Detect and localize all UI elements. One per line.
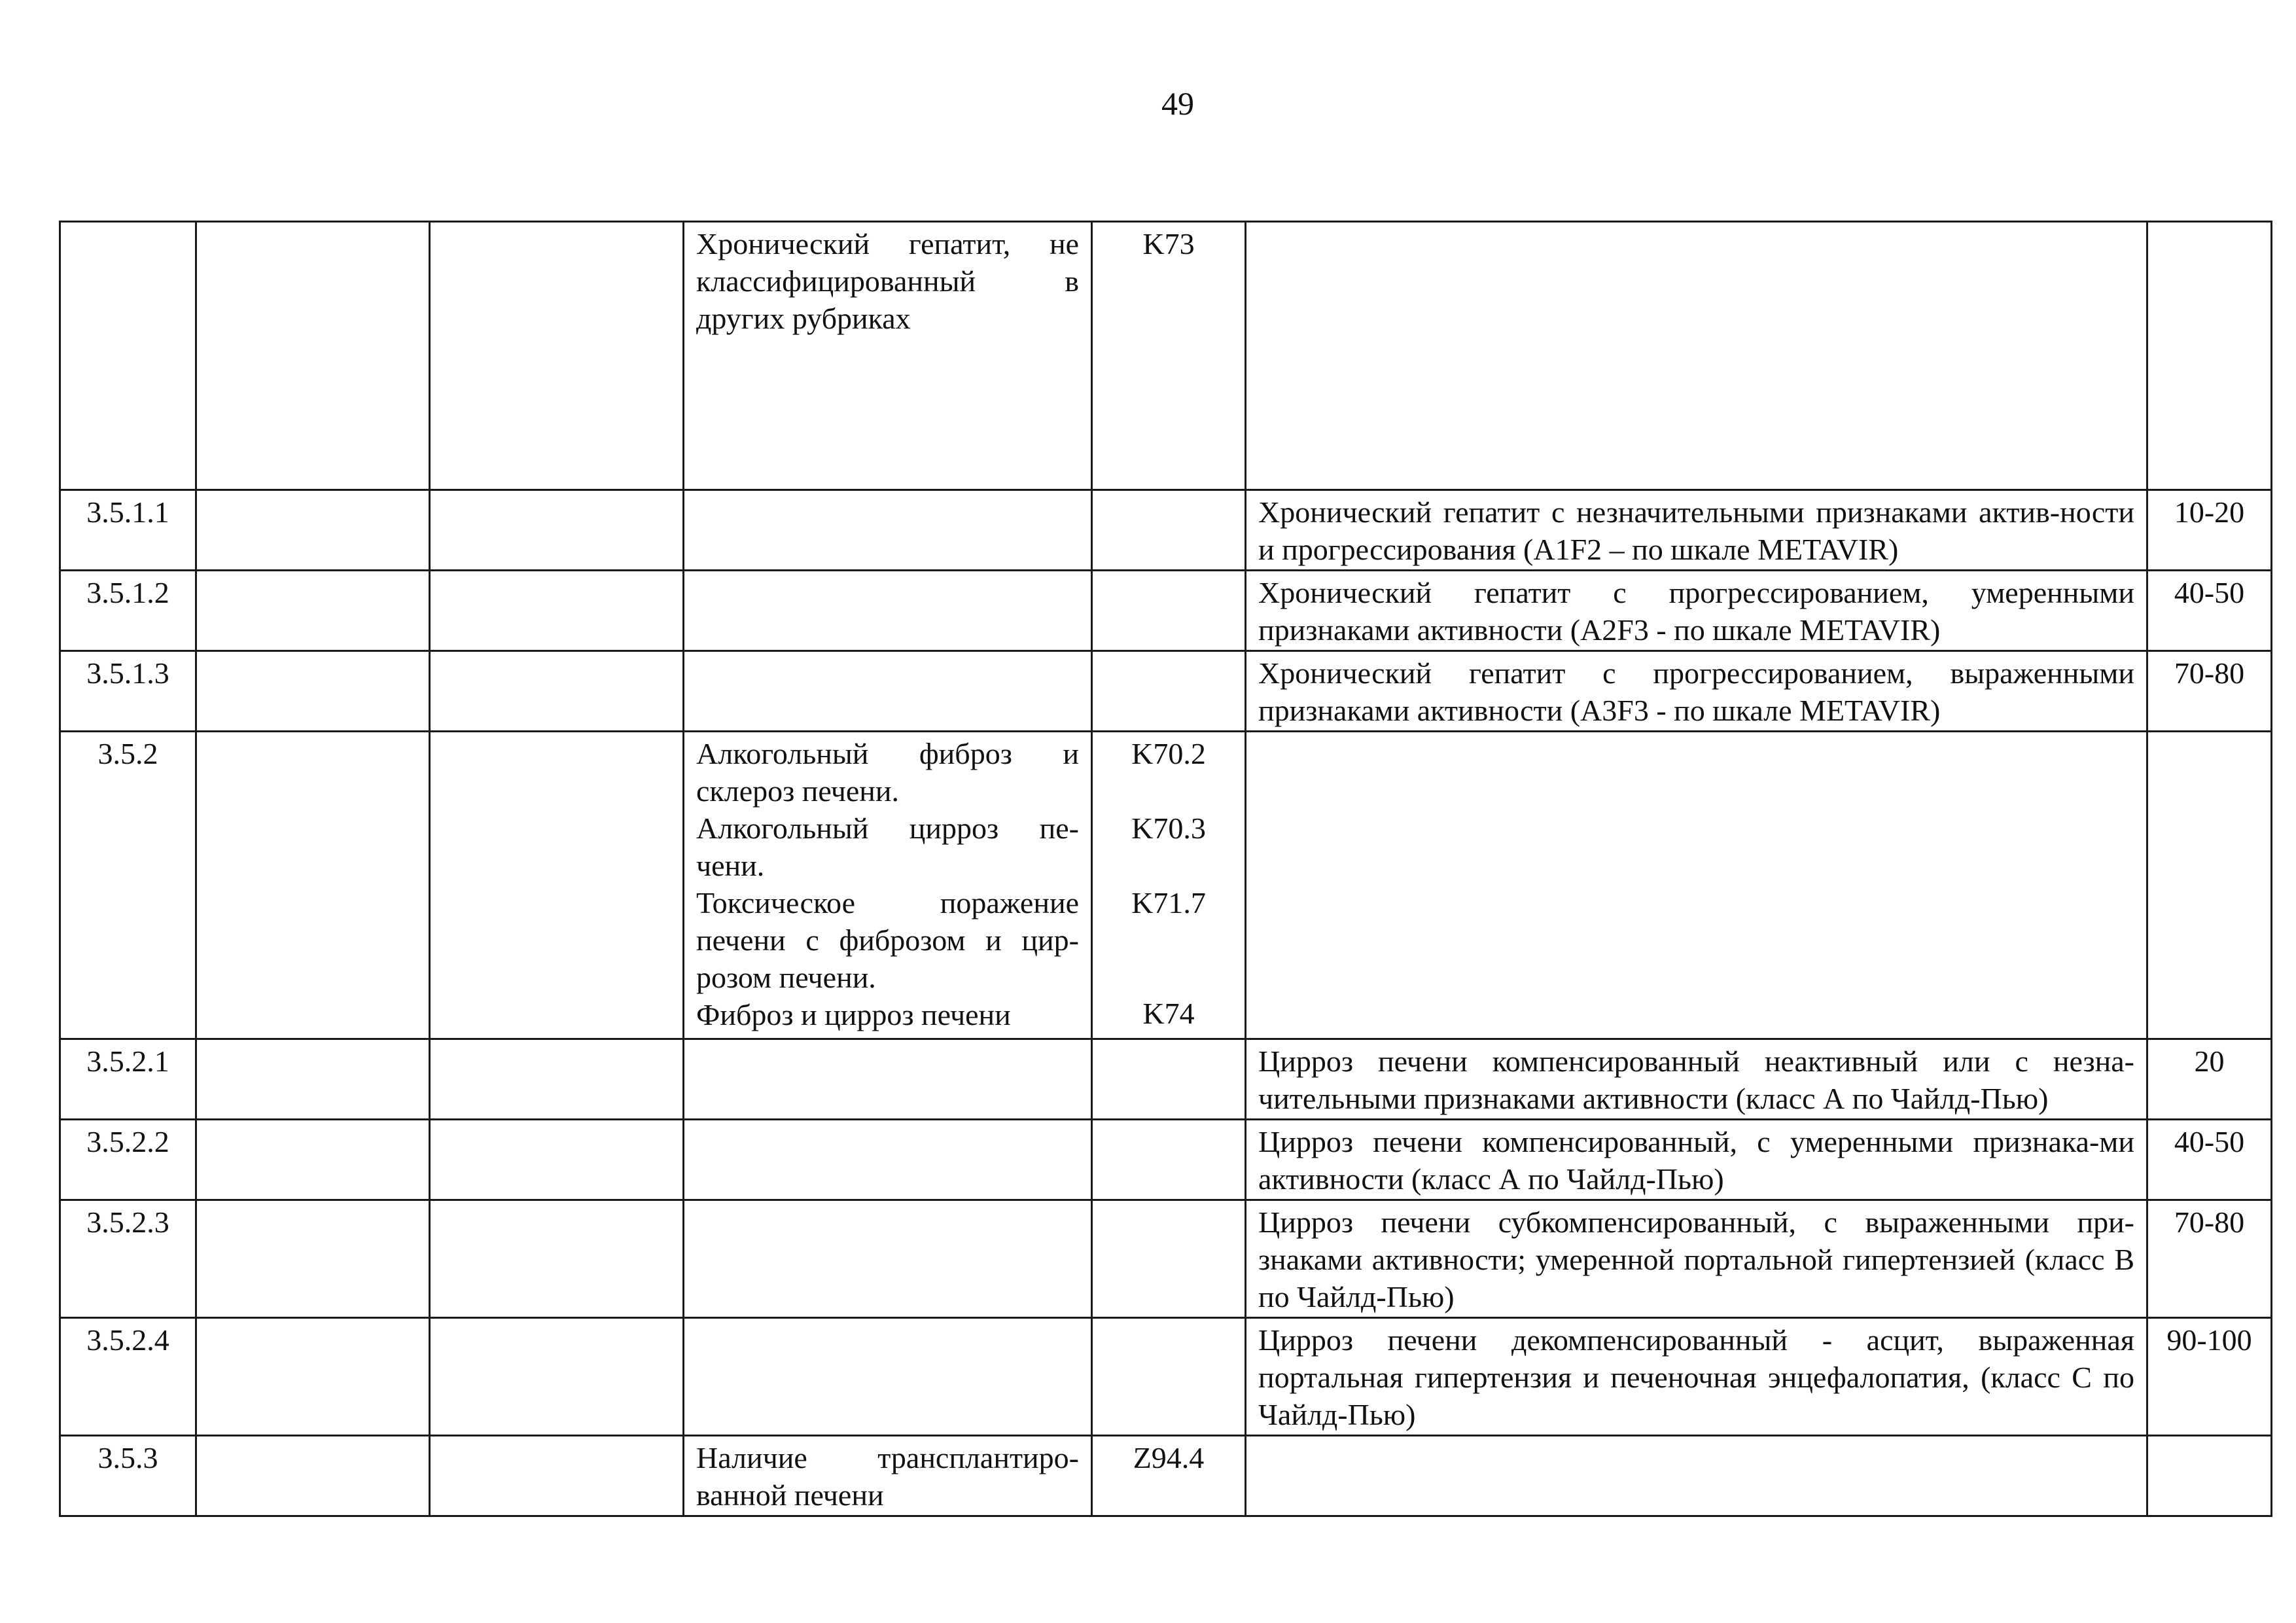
row-number-cell — [60, 1436, 196, 1516]
diagnosis-text: Фиброз и цирроз печени — [696, 998, 1011, 1031]
diagnosis-cell — [684, 1039, 1092, 1120]
table-row — [60, 1039, 2272, 1120]
percent-value: 10-20 — [2174, 495, 2245, 529]
table-row — [60, 1436, 2272, 1516]
description-text: Хронический гепатит с прогрессированием, выраженными признаками активности (A3F3 - по шкале METAVIR) — [1258, 656, 2134, 727]
blank-cell — [196, 222, 430, 490]
description-cell — [1246, 490, 2147, 571]
blank-cell — [196, 651, 430, 732]
description-cell — [1246, 732, 2147, 1039]
percent-cell — [2147, 1039, 2272, 1120]
icd-code: K74 — [1142, 997, 1195, 1030]
blank-cell — [430, 222, 684, 490]
blank-cell — [430, 1200, 684, 1318]
row-number: 3.5.1.2 — [86, 576, 169, 609]
description-cell — [1246, 222, 2147, 490]
percent-value: 70-80 — [2174, 1205, 2245, 1239]
percent-cell — [2147, 571, 2272, 651]
description-cell — [1246, 571, 2147, 651]
description-cell — [1246, 1039, 2147, 1120]
description-cell — [1246, 1120, 2147, 1200]
row-number-cell — [60, 1120, 196, 1200]
blank-cell — [430, 1436, 684, 1516]
row-number-cell — [60, 571, 196, 651]
blank-cell — [430, 1039, 684, 1120]
icd-code-cell — [1092, 1039, 1246, 1120]
diagnosis-text: Хронический гепатит, не классифицированный в других рубриках — [696, 227, 1079, 335]
diagnosis-cell — [684, 1200, 1092, 1318]
row-number: 3.5.1.3 — [86, 656, 169, 690]
icd-code-cell — [1092, 1200, 1246, 1318]
table-row — [60, 732, 2272, 1039]
table-row — [60, 1318, 2272, 1436]
blank-cell — [196, 490, 430, 571]
description-text: Хронический гепатит с незначительными признаками актив-ности и прогрессирования (A1F2 – по шкале METAVIR) — [1258, 495, 2134, 566]
percent-cell — [2147, 1120, 2272, 1200]
row-number-cell — [60, 1039, 196, 1120]
blank-cell — [196, 732, 430, 1039]
blank-cell — [196, 1120, 430, 1200]
diagnosis-cell — [684, 1120, 1092, 1200]
blank-cell — [430, 651, 684, 732]
diagnosis-cell — [684, 490, 1092, 571]
row-number: 3.5.1.1 — [86, 495, 169, 529]
blank-cell — [196, 1318, 430, 1436]
percent-value: 40-50 — [2174, 1125, 2245, 1158]
icd-code: Z94.4 — [1133, 1441, 1205, 1474]
percent-value: 40-50 — [2174, 576, 2245, 609]
icd-code-cell — [1092, 651, 1246, 732]
diagnosis-cell — [684, 732, 1092, 1039]
description-cell — [1246, 1436, 2147, 1516]
percent-cell — [2147, 651, 2272, 732]
percent-cell — [2147, 732, 2272, 1039]
description-cell — [1246, 1318, 2147, 1436]
diagnosis-cell — [684, 651, 1092, 732]
page-number: 49 — [1161, 85, 1194, 122]
icd-code: K70.2 — [1131, 737, 1206, 770]
blank-cell — [430, 1318, 684, 1436]
row-number-cell — [60, 1200, 196, 1318]
row-number: 3.5.2.4 — [86, 1323, 169, 1357]
icd-code-cell — [1092, 732, 1246, 1039]
icd-code-cell — [1092, 1436, 1246, 1516]
description-text: Хронический гепатит с прогрессированием, умеренными признаками активности (A2F3 - по шкале METAVIR) — [1258, 576, 2134, 647]
row-number: 3.5.2.2 — [86, 1125, 169, 1158]
disability-criteria-table — [59, 221, 2272, 1517]
icd-code-cell — [1092, 1120, 1246, 1200]
percent-cell — [2147, 1200, 2272, 1318]
icd-code-cell — [1092, 222, 1246, 490]
icd-code-cell — [1092, 490, 1246, 571]
blank-cell — [196, 1200, 430, 1318]
row-number-cell — [60, 222, 196, 490]
icd-code-cell — [1092, 571, 1246, 651]
description-cell — [1246, 1200, 2147, 1318]
blank-cell — [430, 1120, 684, 1200]
percent-value: 20 — [2194, 1044, 2225, 1078]
blank-cell — [430, 490, 684, 571]
table-row — [60, 222, 2272, 490]
row-number-cell — [60, 490, 196, 571]
icd-code: K73 — [1142, 227, 1195, 260]
table-row — [60, 490, 2272, 571]
blank-cell — [430, 571, 684, 651]
table-row — [60, 571, 2272, 651]
row-number: 3.5.2.1 — [86, 1044, 169, 1078]
diagnosis-text: Алкогольный цирроз пе-чени. — [696, 812, 1079, 882]
description-cell — [1246, 651, 2147, 732]
diagnosis-cell — [684, 1436, 1092, 1516]
row-number: 3.5.2 — [97, 737, 158, 770]
description-text: Цирроз печени субкомпенсированный, с выраженными при-знаками активности; умеренной портальной гипертензией (класс В по Чайлд-Пью) — [1258, 1205, 2134, 1313]
table-body — [60, 222, 2272, 1516]
row-number-cell — [60, 732, 196, 1039]
icd-code-cell — [1092, 1318, 1246, 1436]
table-row — [60, 651, 2272, 732]
icd-code: K70.3 — [1131, 812, 1206, 845]
description-text: Цирроз печени декомпенсированный - асцит, выраженная портальная гипертензия и печеночная энцефалопатия, (класс С по Чайлд-Пью) — [1258, 1323, 2134, 1431]
percent-value: 70-80 — [2174, 656, 2245, 690]
percent-value: 90-100 — [2166, 1323, 2252, 1357]
diagnosis-text: Токсическое поражение печени с фиброзом и цир-розом печени. — [696, 886, 1079, 994]
icd-code: K71.7 — [1131, 886, 1206, 919]
row-number: 3.5.3 — [97, 1441, 158, 1474]
row-number-cell — [60, 1318, 196, 1436]
blank-cell — [196, 1436, 430, 1516]
blank-cell — [196, 1039, 430, 1120]
description-text: Цирроз печени компенсированный, с умеренными признака-ми активности (класс А по Чайлд-Пью) — [1258, 1125, 2134, 1196]
description-text: Цирроз печени компенсированный неактивный или с незна-чительными признаками активности (класс А по Чайлд-Пью) — [1258, 1044, 2134, 1115]
percent-cell — [2147, 490, 2272, 571]
blank-cell — [196, 571, 430, 651]
blank-cell — [430, 732, 684, 1039]
table-row — [60, 1200, 2272, 1318]
diagnosis-text: Алкогольный фиброз и склероз печени. — [696, 737, 1079, 808]
row-number-cell — [60, 651, 196, 732]
table-row — [60, 1120, 2272, 1200]
diagnosis-text: Наличие трансплантиро-ванной печени — [696, 1441, 1079, 1512]
percent-cell — [2147, 1436, 2272, 1516]
percent-cell — [2147, 222, 2272, 490]
diagnosis-cell — [684, 1318, 1092, 1436]
row-number: 3.5.2.3 — [86, 1205, 169, 1239]
diagnosis-cell — [684, 571, 1092, 651]
percent-cell — [2147, 1318, 2272, 1436]
diagnosis-cell — [684, 222, 1092, 490]
